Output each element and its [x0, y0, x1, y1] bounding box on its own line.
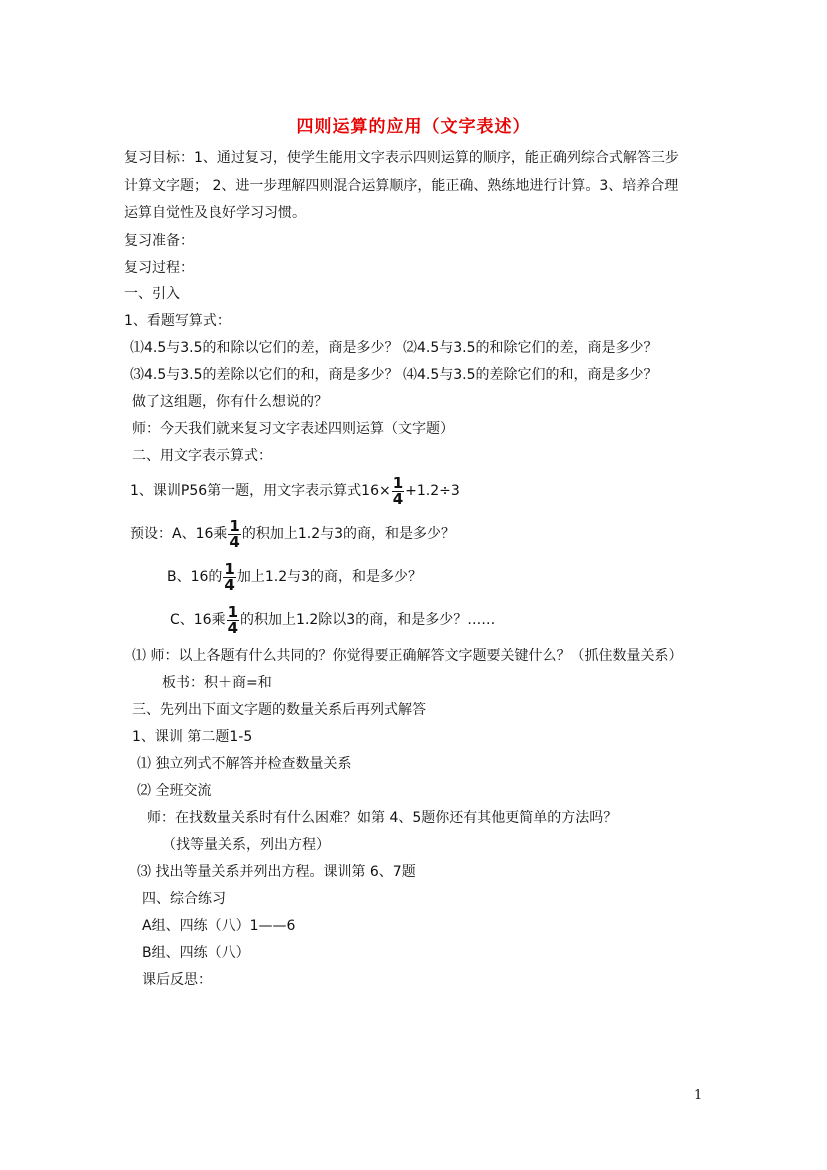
practice-group-a: A组、四练（八）1——6	[142, 918, 296, 934]
fraction-one-quarter	[392, 473, 404, 508]
exercise-text-tail: +1.2÷3	[405, 483, 460, 499]
fraction-denominator: 4	[227, 618, 239, 637]
equation-hint: （找等量关系，列出方程）	[162, 837, 330, 853]
review-goal-line-1: 复习目标：1、通过复习，使学生能用文字表示四则运算的顺序，能正确列综合式解答三步	[124, 150, 679, 166]
step-equation: ⑶ 找出等量关系并列出方程。课训第 6、7题	[137, 864, 416, 880]
preset-b-tail: 加上1.2与3的商，和是多少？	[236, 569, 423, 585]
section-2-heading: 二、用文字表示算式：	[132, 448, 272, 464]
fraction-numerator: 1	[229, 516, 240, 535]
question-row-1: ⑴4.5与3.5的和除以它们的差，商是多少？ ⑵4.5与3.5的和除它们的差，商是多少？	[130, 340, 658, 356]
section-1-item-1: 1、看题写算式：	[124, 313, 231, 329]
preset-c-tail: 的积加上1.2除以3的商，和是多少？……	[240, 612, 496, 628]
question-row-2: ⑶4.5与3.5的差除以它们的和，商是多少？ ⑷4.5与3.5的差除它们的和，商是多少？	[130, 367, 658, 383]
fraction-numerator: 1	[227, 602, 239, 621]
section-4-heading: 四、综合练习	[142, 891, 226, 907]
teacher-remark-3: 师：在找数量关系时有什么困难？如第 4、5题你还有其他更简单的方法吗？	[147, 810, 618, 826]
teacher-remark-2: ⑴ 师：以上各题有什么共同的？你觉得要正确解答文字题要关键什么？（抓住数量关系）	[132, 648, 683, 664]
fraction-numerator: 1	[392, 473, 404, 492]
preset-b	[167, 559, 422, 595]
fraction-one-quarter	[227, 602, 239, 637]
preset-c-head: C、16乘	[170, 612, 226, 628]
preset-c	[170, 602, 495, 638]
fraction-denominator: 4	[224, 575, 235, 594]
review-goal-line-2: 计算文字题； 2、进一步理解四则混合运算顺序，能正确、熟练地进行计算。3、培养合理	[124, 178, 679, 194]
step-class-exchange: ⑵ 全班交流	[137, 783, 212, 799]
step-independent: ⑴ 独立列式不解答并检查数量关系	[137, 756, 352, 772]
expression-exercise	[130, 473, 460, 509]
preset-b-head: B、16的	[167, 569, 223, 585]
practice-group-b: B组、四练（八）	[142, 945, 250, 961]
section-3-heading: 三、先列出下面文字题的数量关系后再列式解答	[132, 702, 426, 718]
blackboard-note: 板书：积＋商=和	[162, 675, 272, 691]
fraction-one-quarter	[228, 516, 240, 551]
fraction-denominator: 4	[229, 532, 240, 551]
page-number: 1	[694, 1088, 703, 1103]
review-goal-line-3: 运算自觉性及良好学习习惯。	[124, 205, 306, 221]
review-process: 复习过程：	[124, 260, 194, 276]
review-preparation: 复习准备：	[124, 233, 194, 249]
section-3-item-1: 1、课训 第二题1-5	[132, 729, 253, 745]
document-title: 四则运算的应用（文字表述）	[296, 117, 531, 137]
fraction-numerator: 1	[224, 559, 235, 578]
teacher-remark-1: 师：今天我们就来复习文字表述四则运算（文字题）	[132, 421, 454, 437]
preset-a	[130, 516, 455, 552]
section-1-heading: 一、引入	[124, 286, 180, 302]
fraction-one-quarter	[223, 559, 235, 594]
preset-a-head: 预设：A、16乘	[130, 526, 228, 542]
reflection-prompt: 做了这组题，你有什么想说的？	[132, 394, 328, 410]
preset-a-tail: 的积加上1.2与3的商，和是多少？	[241, 526, 456, 542]
fraction-denominator: 4	[392, 489, 404, 508]
exercise-text: 1、课训P56第一题，用文字表示算式16×	[130, 483, 391, 499]
after-class-reflection: 课后反思：	[142, 972, 212, 988]
